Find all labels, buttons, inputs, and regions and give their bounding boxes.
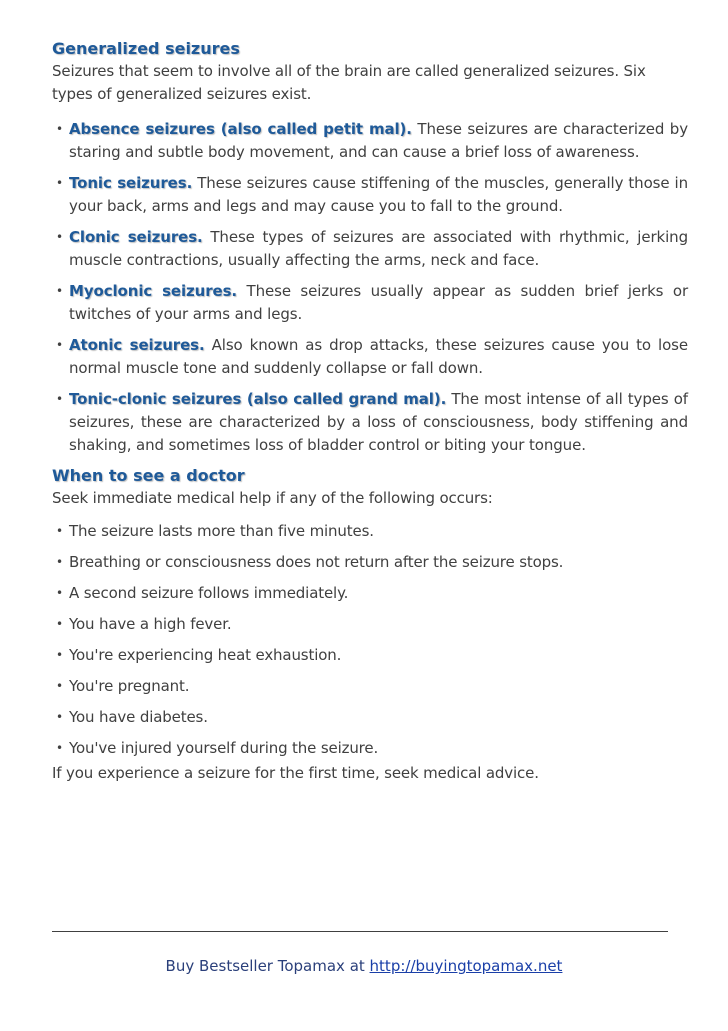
term: Absence seizures (also called petit mal). — [69, 120, 412, 138]
bullet: • — [56, 710, 63, 724]
bullet: • — [56, 338, 63, 352]
list-item: • You have a high fever. — [52, 613, 688, 636]
description: Also known as drop attacks, these seizures cause you to lose normal muscle tone and suddenly collapse or fall down. — [69, 336, 688, 377]
bullet: • — [56, 586, 63, 600]
warning-signs-list — [52, 520, 688, 760]
list-item: • You're experiencing heat exhaustion. — [52, 644, 688, 667]
bullet: • — [56, 230, 63, 244]
list-item: • A second seizure follows immediately. — [52, 582, 688, 605]
list-item: • Breathing or consciousness does not return after the seizure stops. — [52, 551, 688, 574]
section-heading-generalized-seizures: Generalized seizures — [52, 39, 240, 58]
section-intro: Seizures that seem to involve all of the brain are called generalized seizures. Six types of generalized seizures exist. — [52, 62, 646, 103]
bullet: • — [56, 648, 63, 662]
section-heading-when-to-see-a-doctor: When to see a doctor — [52, 466, 245, 485]
bullet: • — [56, 741, 63, 755]
seizure-types-list — [52, 118, 688, 457]
footer-divider — [52, 931, 668, 932]
closing-paragraph: If you experience a seizure for the first time, seek medical advice. — [52, 764, 539, 782]
bullet: • — [56, 284, 63, 298]
description: These seizures cause stiffening of the muscles, generally those in your back, arms and legs and may cause you to fall to the ground. — [69, 174, 688, 215]
list-item — [52, 118, 688, 164]
bullet: • — [56, 555, 63, 569]
term: Atonic seizures. — [69, 336, 205, 354]
bullet: • — [56, 392, 63, 406]
list-item: • You're pregnant. — [52, 675, 688, 698]
footer-link[interactable]: http://buyingtopamax.net — [369, 957, 563, 975]
term: Myoclonic seizures. — [69, 282, 238, 300]
term: Tonic seizures. — [69, 174, 193, 192]
description: These seizures are characterized by staring and subtle body movement, and can cause a brief loss of awareness. — [69, 120, 688, 161]
term: Clonic seizures. — [69, 228, 203, 246]
footer — [0, 955, 728, 977]
term: Tonic-clonic seizures (also called grand mal). — [69, 390, 447, 408]
bullet: • — [56, 122, 63, 136]
section-intro: Seek immediate medical help if any of the following occurs: — [52, 489, 493, 507]
description: The most intense of all types of seizures, these are characterized by a loss of consciousness, body stiffening and shaking, and sometimes loss of bladder control or biting your tongue. — [69, 390, 688, 454]
description: These types of seizures are associated with rhythmic, jerking muscle contractions, usually affecting the arms, neck and face. — [69, 228, 688, 269]
description: These seizures usually appear as sudden brief jerks or twitches of your arms and legs. — [69, 282, 689, 323]
list-item — [52, 334, 688, 380]
bullet: • — [56, 679, 63, 693]
bullet: • — [56, 617, 63, 631]
list-item — [52, 226, 688, 272]
list-item: • You've injured yourself during the seizure. — [52, 737, 688, 760]
document-page — [52, 38, 688, 785]
list-item — [52, 280, 688, 326]
list-item: • You have diabetes. — [52, 706, 688, 729]
bullet: • — [56, 176, 63, 190]
bullet: • — [56, 524, 63, 538]
list-item: • The seizure lasts more than five minutes. — [52, 520, 688, 543]
list-item — [52, 172, 688, 218]
footer-text: Buy Bestseller Topamax at — [165, 957, 370, 975]
list-item — [52, 388, 688, 457]
